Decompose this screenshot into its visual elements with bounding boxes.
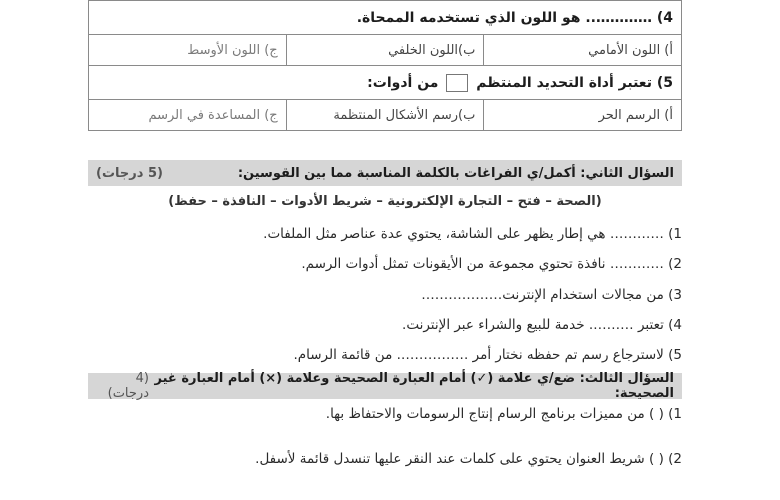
q5-option-c: ج) المساعدة في الرسم [89, 100, 287, 131]
fill-item-1: 1) ………… هي إطار يظهر على الشاشة، يحتوي عدة عناصر مثل الملفات. [263, 226, 682, 242]
q5-option-b: ب)رسم الأشكال المنتظمة [286, 100, 484, 131]
section-2-grade: (5 درجات) [96, 165, 163, 181]
question-5-options [89, 100, 682, 131]
section-2-title: السؤال الثاني: أكمل/ي الفراغات بالكلمة المناسبة مما بين القوسين: [237, 165, 674, 181]
fill-item-5: 5) لاسترجاع رسم تم حفظه نختار أمر ……………. من قائمة الرسام. [293, 347, 682, 363]
section-3-title: السؤال الثالث: ضع/ي علامة (✓) أمام العبارة الصحيحة وعلامة (×) أمام العبارة غير الصحيحة: [154, 371, 674, 401]
q5-option-a: أ) الرسم الحر [484, 100, 682, 131]
question-5-text [89, 66, 682, 100]
section-2-header [88, 160, 682, 186]
rectangle-select-icon [446, 74, 468, 92]
question-5-text-part2: من أدوات: [367, 74, 439, 91]
question-4-text: 4) ………….. هو اللون الذي تستخدمه الممحاة. [89, 1, 682, 35]
word-bank: (الصحة – فتح – التجارة الإلكترونية – شريط الأدوات – النافذة – حفظ) [168, 194, 602, 209]
question-5-row [89, 66, 682, 100]
truefalse-item-2: 2) ( ) شريط العنوان يحتوي على كلمات عند النقر عليها تنسدل قائمة لأسفل. [255, 451, 682, 467]
question-5-text-part1: 5) تعتبر أداة التحديد المنتظم [476, 74, 673, 91]
q4-option-b: ب)اللون الخلفي [286, 35, 484, 66]
fill-item-4: 4) تعتبر ………. خدمة للبيع والشراء عبر الإنترنت. [402, 317, 682, 333]
q4-option-c: ج) اللون الأوسط [89, 35, 287, 66]
q4-option-a: أ) اللون الأمامي [484, 35, 682, 66]
fill-item-2: 2) ………… نافذة تحتوي مجموعة من الأيقونات تمثل أدوات الرسم. [301, 256, 682, 272]
section-3-grade: (4 درجات) [107, 371, 149, 401]
fill-item-3: 3) من مجالات استخدام الإنترنت……………… [421, 287, 682, 303]
question-4-row [89, 1, 682, 35]
section-3-header [88, 373, 682, 399]
truefalse-item-1: 1) ( ) من مميزات برنامج الرسام إنتاج الرسومات والاحتفاظ بها. [325, 406, 682, 422]
multiple-choice-table [88, 0, 682, 131]
question-4-options [89, 35, 682, 66]
